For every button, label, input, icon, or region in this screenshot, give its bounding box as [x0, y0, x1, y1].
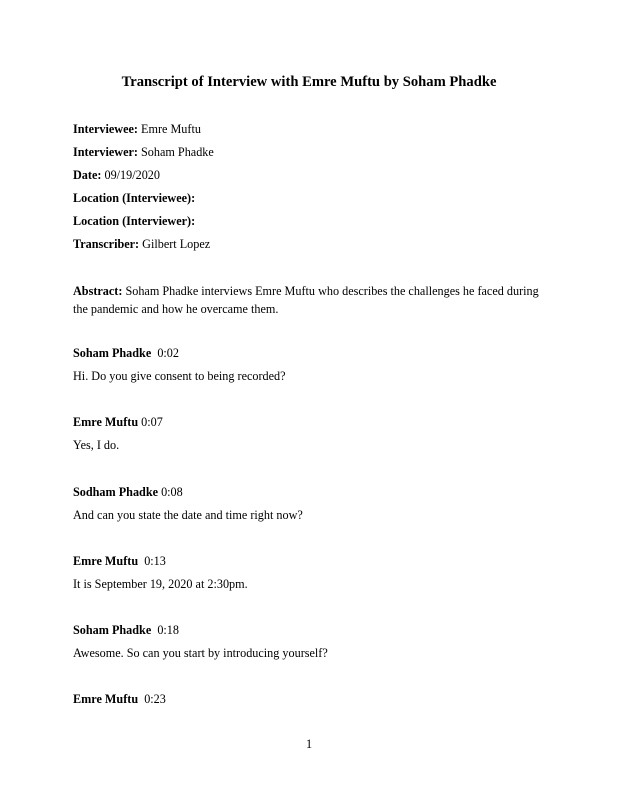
timestamp: 0:02: [157, 346, 179, 360]
date-label: Date:: [73, 168, 102, 182]
speaker-line: [73, 345, 545, 362]
speaker-line: [73, 553, 545, 570]
timestamp: 0:08: [161, 485, 183, 499]
abstract: [73, 283, 545, 318]
interviewee-label: Interviewee:: [73, 122, 138, 136]
transcriber-value: Gilbert Lopez: [142, 237, 211, 251]
speaker-name: Soham Phadke: [73, 346, 152, 360]
speaker-name: Soham Phadke: [73, 623, 152, 637]
date-value: 09/19/2020: [104, 168, 160, 182]
utterance: Hi. Do you give consent to being recorded?: [73, 369, 286, 383]
timestamp: 0:07: [141, 415, 163, 429]
interviewee-field: [73, 121, 545, 138]
location-interviewee-field: [73, 190, 545, 207]
location-interviewer-label: Location (Interviewer):: [73, 214, 196, 228]
speaker-line: [73, 622, 545, 639]
utterance: And can you state the date and time right now?: [73, 508, 303, 522]
speaker-line: [73, 691, 545, 708]
transcriber-label: Transcriber:: [73, 237, 140, 251]
utterance: Yes, I do.: [73, 438, 120, 452]
utterance: It is September 19, 2020 at 2:30pm.: [73, 577, 248, 591]
page-title: Transcript of Interview with Emre Muftu by Soham Phadke: [121, 74, 497, 90]
interviewee-value: Emre Muftu: [141, 122, 201, 136]
speaker-name: Emre Muftu: [73, 554, 139, 568]
speaker-name: Emre Muftu: [73, 692, 139, 706]
location-interviewee-label: Location (Interviewee):: [73, 191, 196, 205]
speaker-line: [73, 484, 545, 501]
date-field: [73, 167, 545, 184]
utterance: Awesome. So can you start by introducing yourself?: [73, 646, 328, 660]
timestamp: 0:23: [144, 692, 166, 706]
speaker-line: [73, 414, 545, 431]
transcriber-field: [73, 236, 545, 253]
page-number: 1: [305, 737, 313, 751]
speaker-name: Sodham Phadke: [73, 485, 159, 499]
timestamp: 0:18: [157, 623, 179, 637]
interviewer-value: Soham Phadke: [141, 145, 214, 159]
interviewer-label: Interviewer:: [73, 145, 138, 159]
abstract-label: Abstract:: [73, 284, 123, 298]
abstract-text: Soham Phadke interviews Emre Muftu who describes the challenges he faced during the pandemic and how he overcame them.: [73, 284, 539, 316]
location-interviewer-field: [73, 213, 545, 230]
timestamp: 0:13: [144, 554, 166, 568]
interviewer-field: [73, 144, 545, 161]
speaker-name: Emre Muftu: [73, 415, 139, 429]
